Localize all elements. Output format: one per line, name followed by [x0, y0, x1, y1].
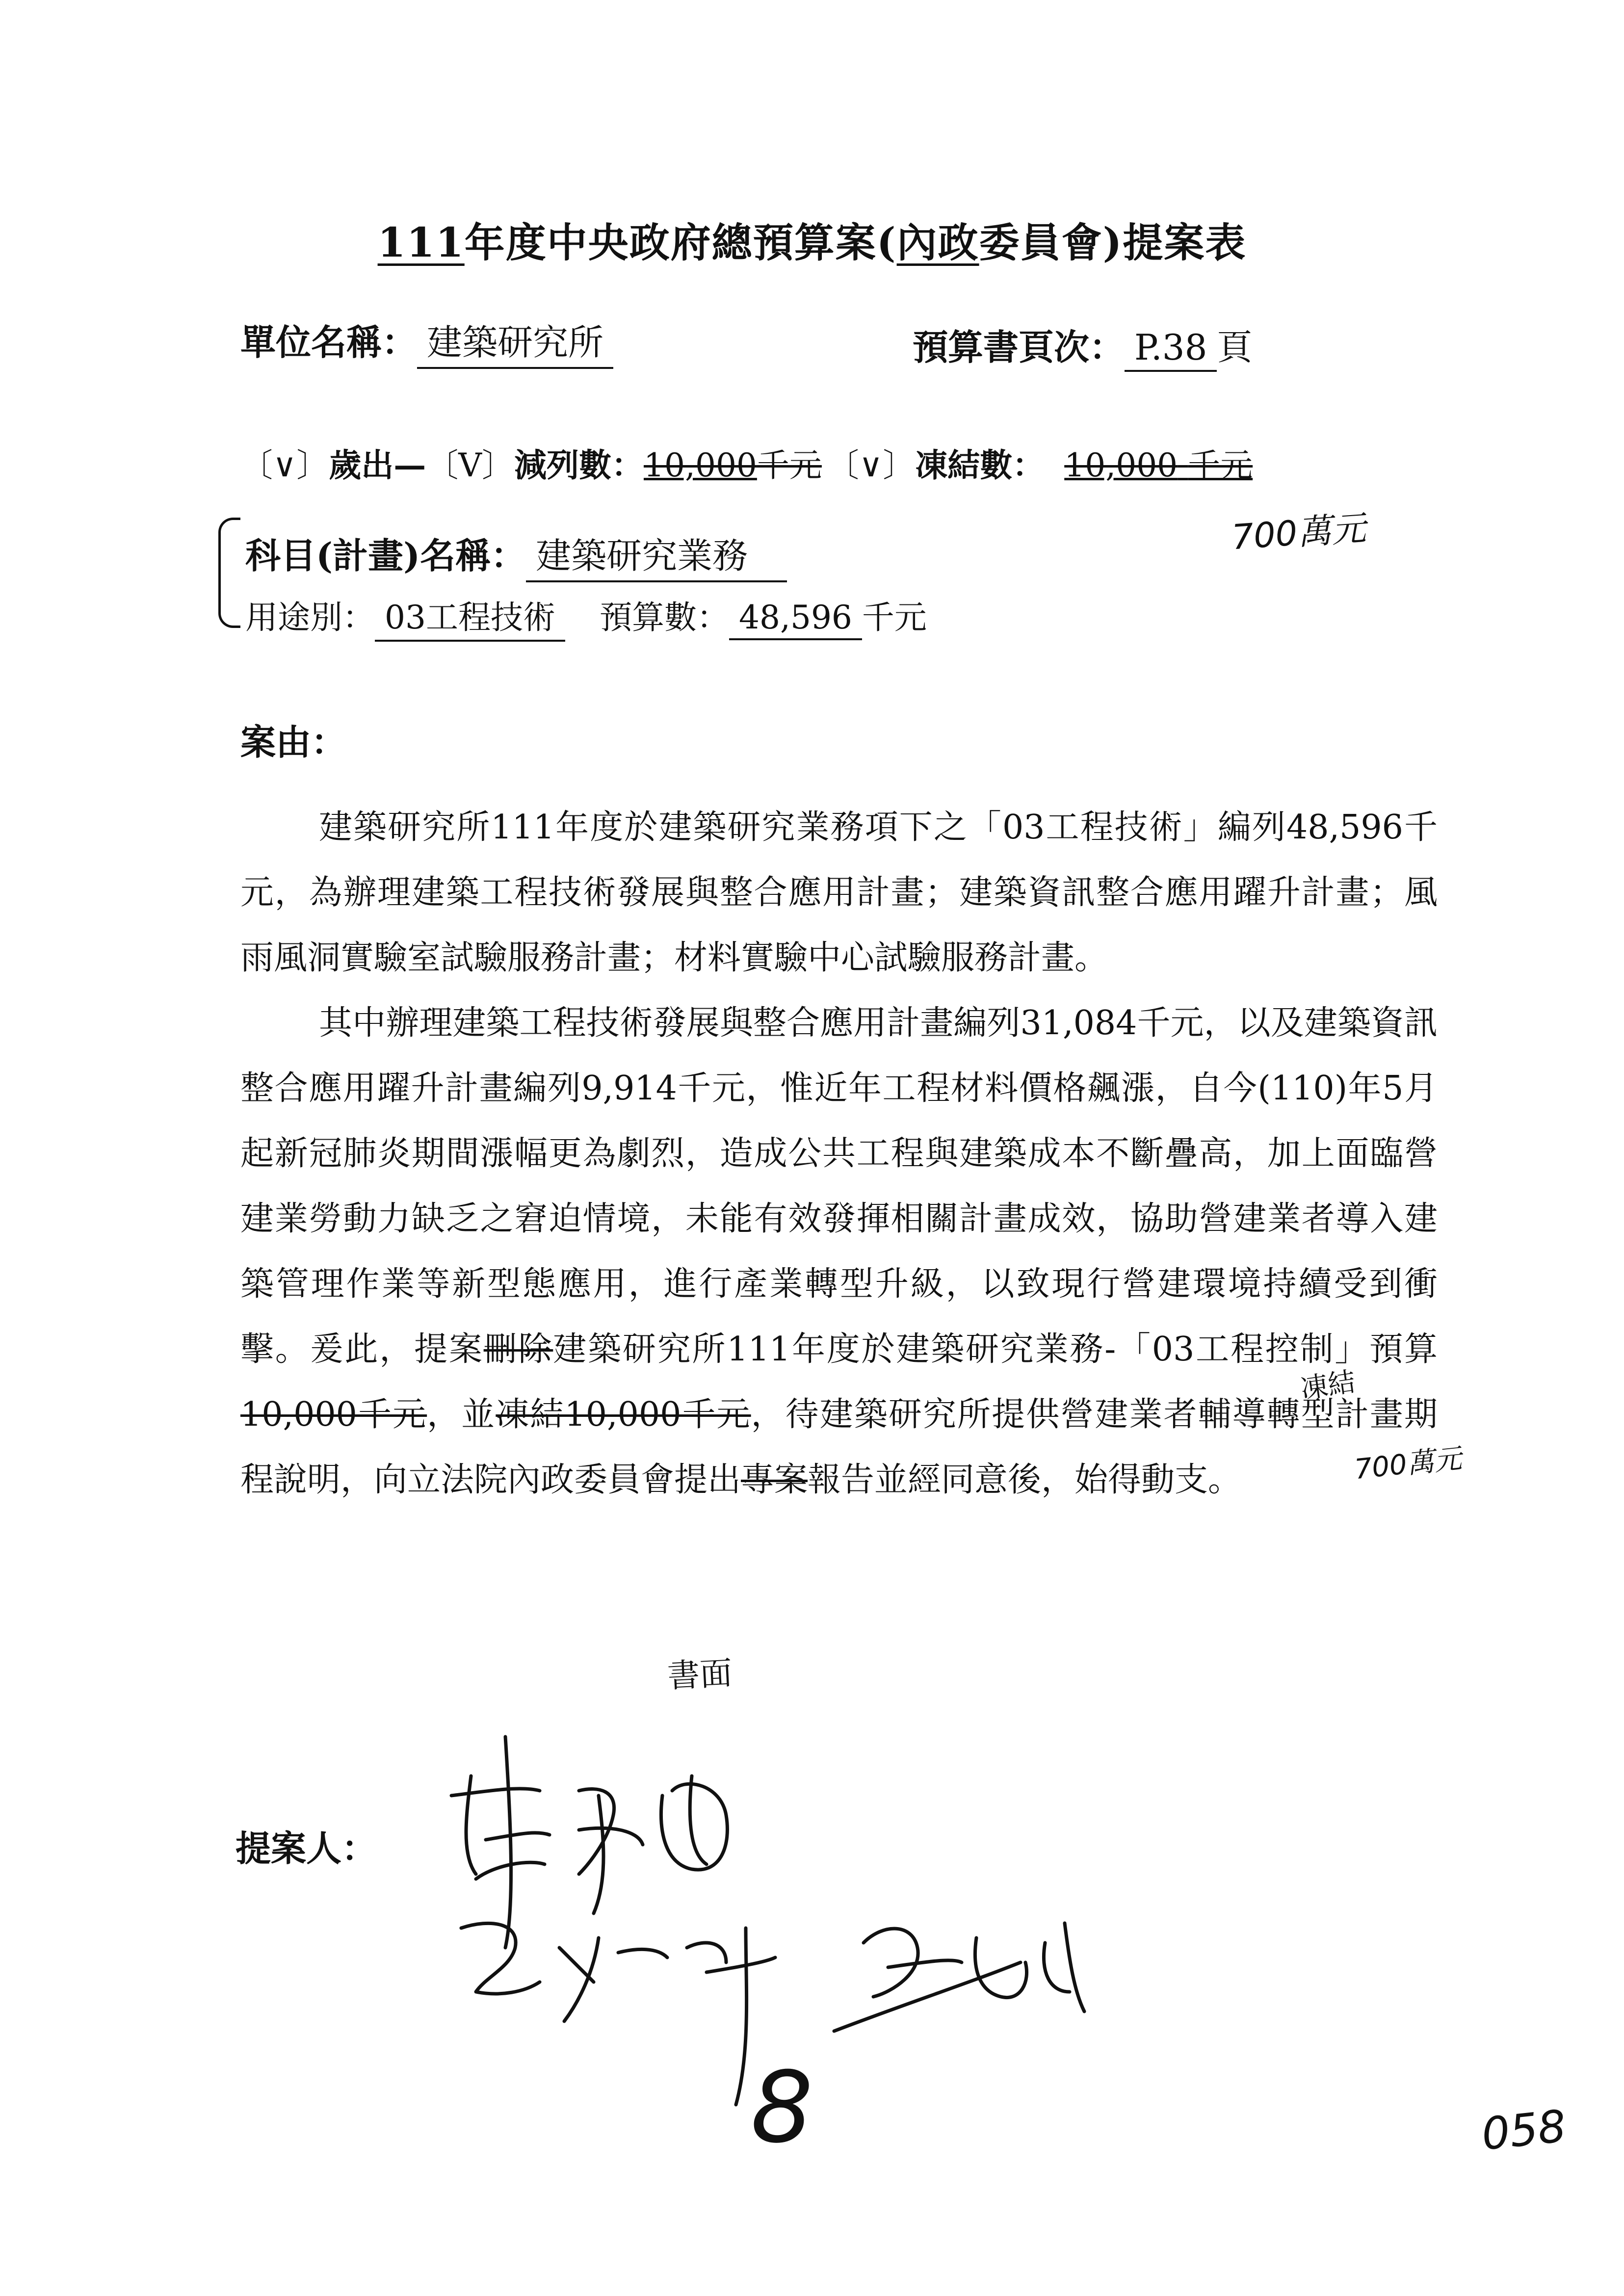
handwritten-insert-written: 書面: [666, 1654, 733, 1696]
title-tail: 委員會)提案表: [979, 219, 1247, 266]
freeze-label: 凍結數：: [915, 446, 1045, 484]
title-committee: 內政: [896, 219, 979, 266]
usage-row: [245, 591, 927, 642]
subject-label: 科目(計畫)名稱：: [245, 535, 526, 576]
proposer-label: 提案人：: [236, 1827, 377, 1869]
signature-1b: [579, 1789, 643, 1913]
page-ref-row: [913, 319, 1252, 372]
freeze-amount: [1045, 446, 1253, 484]
subject-row: [245, 527, 787, 582]
unit-value: 建築研究所: [417, 314, 613, 369]
reduce-unit: 千元: [757, 446, 822, 484]
strike-special: 專案: [741, 1461, 808, 1499]
handwritten-insert-amount: 700萬元: [1353, 1442, 1464, 1486]
checkbox-outlay: 〔∨〕: [240, 446, 329, 484]
title-middle: 年度中央政府總預算案(: [464, 219, 897, 266]
signature-3: [834, 1923, 1084, 2031]
unit-label: 單位名稱：: [240, 321, 418, 363]
outlay-label: 歲出—: [329, 446, 426, 484]
unit-row: [240, 314, 613, 369]
handwritten-freeze-amount: 700萬元: [1230, 508, 1367, 558]
bracket: [218, 518, 240, 628]
strike-freeze: 凍結10,000千元: [496, 1395, 751, 1434]
p2-part-a: 其中辦理建築工程技術發展與整合應用計畫編列31,084千元，以及建築資訊整合應用躍升計畫編列9,914千元，惟近年工程材料價格飆漲，自今(110)年5月起新冠肺炎期間漲幅更為劇烈，造成公共工程與建築成本不斷疊高，加上面臨營建業勞動力缺乏之窘迫情境，未能有效發揮相關計畫成效，協助營建業者導入建築管理作業等新型態應用，進行產業轉型升級，以致現行營建環境持續受到衝擊。爰此，提案: [240, 1004, 1438, 1369]
paragraph-1: 建築研究所111年度於建築研究業務項下之「03工程技術」編列48,596千元，為辦理建築工程技術發展與整合應用計畫；建築資訊整合應用躍升計畫；風雨風洞實驗室試驗服務計畫；材料實驗中心試驗服務計畫。: [240, 808, 1438, 977]
stamp-number: 058: [1479, 2100, 1569, 2161]
reduce-value: 10,000: [643, 446, 757, 484]
reduce-label: 減列數：: [514, 446, 644, 484]
handwritten-insert-freeze: 凍結: [1298, 1366, 1358, 1406]
usage-value: 03工程技術: [375, 591, 565, 642]
page-number: 8: [751, 2051, 813, 2165]
checkbox-reduce: 〔V〕: [426, 446, 514, 484]
budget-value: 48,596: [729, 599, 862, 640]
signature-2a: [461, 1923, 540, 1994]
p2-part-e: 報告並經同意後，始得動支。: [808, 1461, 1242, 1499]
page-ref-suffix: 頁: [1217, 327, 1253, 368]
reason-label: 案由：: [240, 721, 347, 763]
signature-1a: [451, 1737, 550, 1948]
strike-amount: 10,000千元: [240, 1395, 427, 1434]
subject-value: 建築研究業務: [526, 527, 787, 582]
page-title: [0, 211, 1624, 268]
p2-part-b: 建築研究所111年度於建築研究業務-「03工程控制」預算: [553, 1330, 1438, 1369]
check-row: [240, 439, 1253, 486]
p2-part-d: ，待建築研究所提供營建業者輔導轉型計畫期程說明，向立法院內政委員會提出: [240, 1395, 1438, 1499]
budget-label: 預算數：: [599, 599, 729, 636]
checkbox-freeze: 〔∨〕: [826, 446, 916, 484]
title-year: 111: [377, 219, 465, 266]
budget-unit: 千元: [862, 599, 927, 636]
signature-1c: [661, 1776, 728, 1870]
reason-body: [240, 795, 1438, 1513]
freeze-unit: 千元: [1188, 446, 1253, 484]
p2-part-c: ，並: [427, 1395, 496, 1434]
signature-2b: [559, 1938, 667, 2021]
page-ref-label: 預算書頁次：: [913, 326, 1125, 368]
paragraph-2: [240, 991, 1438, 1513]
usage-label: 用途別：: [245, 599, 375, 636]
page-ref-value: P.38: [1125, 327, 1217, 372]
strike-delete: 刪除: [483, 1330, 553, 1369]
freeze-value: 10,000: [1064, 446, 1178, 484]
